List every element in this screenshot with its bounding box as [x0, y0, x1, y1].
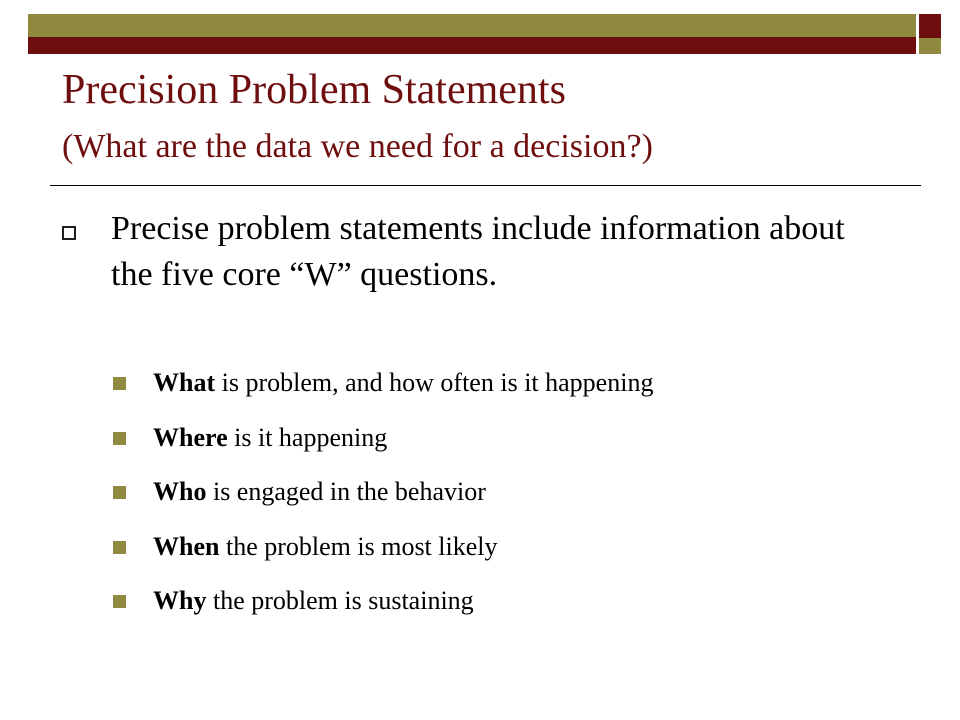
list-item-text: [153, 528, 498, 566]
list-item-rest: is problem, and how often is it happening: [215, 368, 654, 397]
list-item-text: [153, 364, 653, 402]
list-item-keyword: Why: [153, 586, 207, 615]
corner-olive-block: [919, 38, 941, 54]
hollow-square-bullet-icon: [62, 226, 76, 240]
filled-square-bullet-icon: [113, 377, 126, 390]
list-item-rest: the problem is most likely: [219, 531, 498, 561]
list-item-rest: is engaged in the behavior: [206, 477, 486, 506]
main-point-text: Precise problem statements include information about the five core “W” questions.: [111, 210, 845, 293]
list-item-where: [113, 419, 913, 474]
list-item-when: [113, 528, 913, 583]
filled-square-bullet-icon: [113, 541, 126, 554]
list-item-who: [113, 473, 913, 528]
list-item-keyword: When: [153, 531, 220, 561]
title-divider: [50, 185, 921, 186]
top-decorative-bar: [28, 14, 916, 54]
list-item-text: [153, 419, 387, 457]
w-questions-list: [113, 364, 913, 637]
slide-subtitle: (What are the data we need for a decision?): [62, 128, 653, 165]
list-item-rest: the problem is sustaining: [206, 586, 474, 615]
filled-square-bullet-icon: [113, 432, 126, 445]
list-item-text: [153, 582, 474, 620]
corner-maroon-block: [919, 14, 941, 38]
filled-square-bullet-icon: [113, 486, 126, 499]
top-bar-olive-stripe: [28, 14, 916, 37]
list-item-keyword: Who: [153, 477, 207, 506]
list-item-rest: is it happening: [227, 422, 388, 452]
slide-title: Precision Problem Statements: [62, 67, 566, 113]
list-item-what: [113, 364, 913, 419]
list-item-why: [113, 582, 913, 637]
list-item-keyword: Where: [153, 422, 228, 452]
list-item-text: [153, 473, 486, 511]
top-bar-maroon-stripe: [28, 37, 916, 54]
filled-square-bullet-icon: [113, 595, 126, 608]
list-item-keyword: What: [153, 368, 216, 397]
